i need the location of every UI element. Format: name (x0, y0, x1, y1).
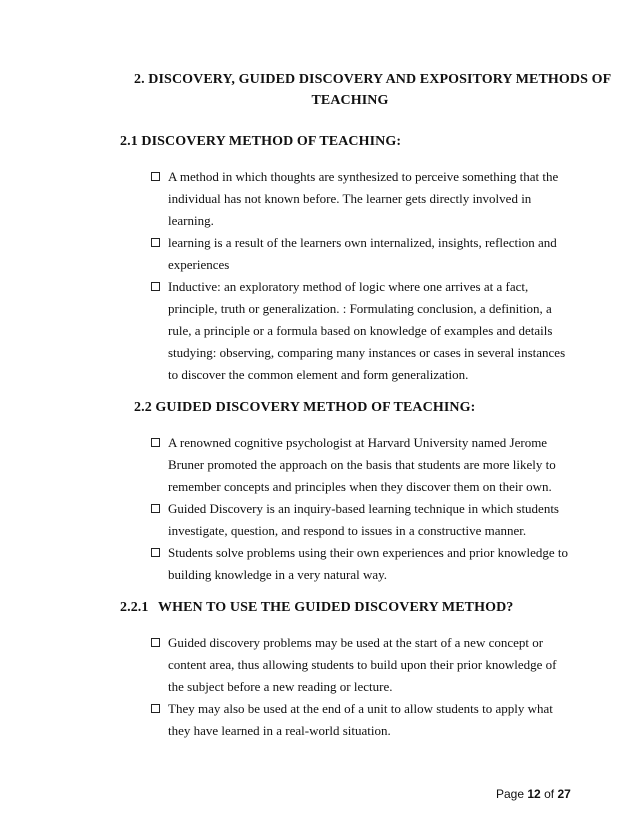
main-title-line2: TEACHING (311, 93, 389, 108)
list-item-text: A method in which thoughts are synthesized to perceive something that the individual has not known before. The learner gets directly involved in learning. (168, 169, 559, 228)
list-item-text: learning is a result of the learners own internalized, insights, reflection and experiences (168, 235, 557, 272)
list-item (151, 432, 571, 498)
checkbox-bullet-icon (151, 504, 160, 513)
bullet-list-2-2 (151, 432, 571, 586)
main-title-line1: 2. DISCOVERY, GUIDED DISCOVERY AND EXPOSITORY METHODS OF (134, 72, 612, 87)
bullet-list-2-2-1 (151, 632, 571, 742)
checkbox-bullet-icon (151, 638, 160, 647)
page-label: Page (496, 787, 525, 801)
total-page-number: 27 (557, 787, 571, 801)
section-heading-2-2-1 (120, 600, 513, 616)
section-heading-2-1: 2.1 DISCOVERY METHOD OF TEACHING: (120, 134, 402, 149)
list-item-text: Guided discovery problems may be used at the start of a new concept or content area, thus allowing students to build upon their prior knowledge of the subject before a new reading or lecture. (168, 635, 557, 694)
list-item (151, 498, 571, 542)
list-item-text: A renowned cognitive psychologist at Harvard University named Jerome Bruner promoted the approach on the basis that students are more likely to remember concepts and principles when they discover them on their own. (168, 435, 556, 494)
bullet-list-2-1 (151, 166, 571, 386)
list-item-text: They may also be used at the end of a unit to allow students to apply what they have learned in a real-world situation. (168, 701, 553, 738)
checkbox-bullet-icon (151, 282, 160, 291)
section-heading-2-2: 2.2 GUIDED DISCOVERY METHOD OF TEACHING: (134, 400, 476, 415)
section-number: 2.2.1 (120, 600, 149, 615)
of-label: of (544, 787, 555, 801)
current-page-number: 12 (527, 787, 541, 801)
list-item-text: Guided Discovery is an inquiry-based learning technique in which students investigate, question, and respond to issues in a constructive manner. (168, 501, 559, 538)
section-heading-text: WHEN TO USE THE GUIDED DISCOVERY METHOD? (158, 600, 514, 615)
checkbox-bullet-icon (151, 238, 160, 247)
list-item (151, 698, 571, 742)
list-item (151, 166, 571, 232)
checkbox-bullet-icon (151, 438, 160, 447)
list-item (151, 232, 571, 276)
list-item (151, 276, 571, 386)
checkbox-bullet-icon (151, 548, 160, 557)
page-number-footer (496, 787, 571, 801)
checkbox-bullet-icon (151, 704, 160, 713)
list-item-text: Students solve problems using their own experiences and prior knowledge to building knowledge in a very natural way. (168, 545, 569, 582)
list-item (151, 542, 571, 586)
list-item-text: Inductive: an exploratory method of logic where one arrives at a fact, principle, truth or generalization. : Formulating conclusion, a definition, a rule, a principle or a formula based on knowledge of examples and details studying: observing, comparing many instances or cases in several instances to discover the common element and form generalization. (168, 279, 566, 382)
list-item (151, 632, 571, 698)
checkbox-bullet-icon (151, 172, 160, 181)
